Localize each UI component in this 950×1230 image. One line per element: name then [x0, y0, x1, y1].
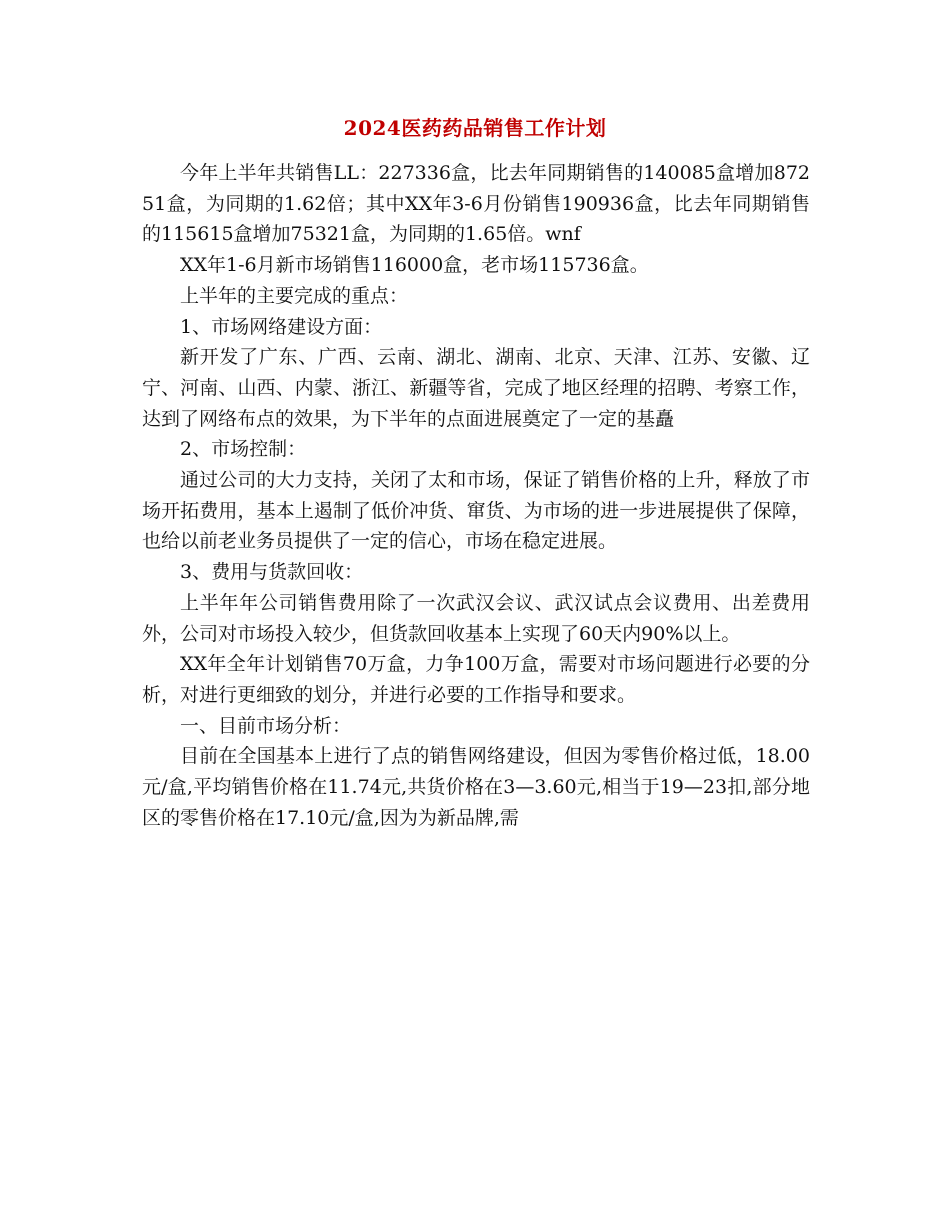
- document-body: [142, 158, 810, 833]
- paragraph-market-control-body: 通过公司的大力支持，关闭了太和市场，保证了销售价格的上升，释放了市场开拓费用，基本上遏制了低价冲货、窜货、为市场的进一步进展提供了保障，也给以前老业务员提供了一定的信心，市场在稳定进展。: [142, 469, 810, 553]
- paragraph-sales-summary: 今年上半年共销售LL：227336盒，比去年同期销售的140085盒增加87251盒，为同期的1.62倍；其中XX年3-6月份销售190936盒，比去年同期销售的115615盒增加75321盒，为同期的1.65倍。wnf: [142, 162, 810, 246]
- document-title: 2024医药药品销售工作计划: [343, 116, 607, 140]
- paragraph-key-points-heading: 上半年的主要完成的重点：: [180, 284, 409, 307]
- paragraph-analysis-body: 目前在全国基本上进行了点的销售网络建设，但因为零售价格过低，18.00元/盒,平均销售价格在11.74元,共货价格在3—3.60元,相当于19—23扣,部分地区的零售价格在17.10元/盒,因为为新品牌,需: [142, 745, 810, 829]
- paragraph-market-split: XX年1-6月新市场销售116000盒，老市场115736盒。: [180, 254, 649, 277]
- paragraph-market-control-heading: 2、市场控制：: [180, 438, 307, 461]
- paragraph-network-heading: 1、市场网络建设方面：: [180, 315, 383, 338]
- paragraph-expenses-body: 上半年年公司销售费用除了一次武汉会议、武汉试点会议费用、出差费用外，公司对市场投入较少，但货款回收基本上实现了60天内90%以上。: [142, 591, 810, 645]
- paragraph-analysis-heading: 一、目前市场分析：: [180, 714, 352, 737]
- paragraph-expenses-heading: 3、费用与货款回收：: [180, 561, 364, 584]
- paragraph-network-body: 新开发了广东、广西、云南、湖北、湖南、北京、天津、江苏、安徽、辽宁、河南、山西、内蒙、浙江、新疆等省，完成了地区经理的招聘、考察工作，达到了网络布点的效果，为下半年的点面进展奠定了一定的基矗: [142, 346, 810, 430]
- paragraph-annual-plan: XX年全年计划销售70万盒，力争100万盒，需要对市场问题进行必要的分析，对进行更细致的划分，并进行必要的工作指导和要求。: [142, 653, 810, 706]
